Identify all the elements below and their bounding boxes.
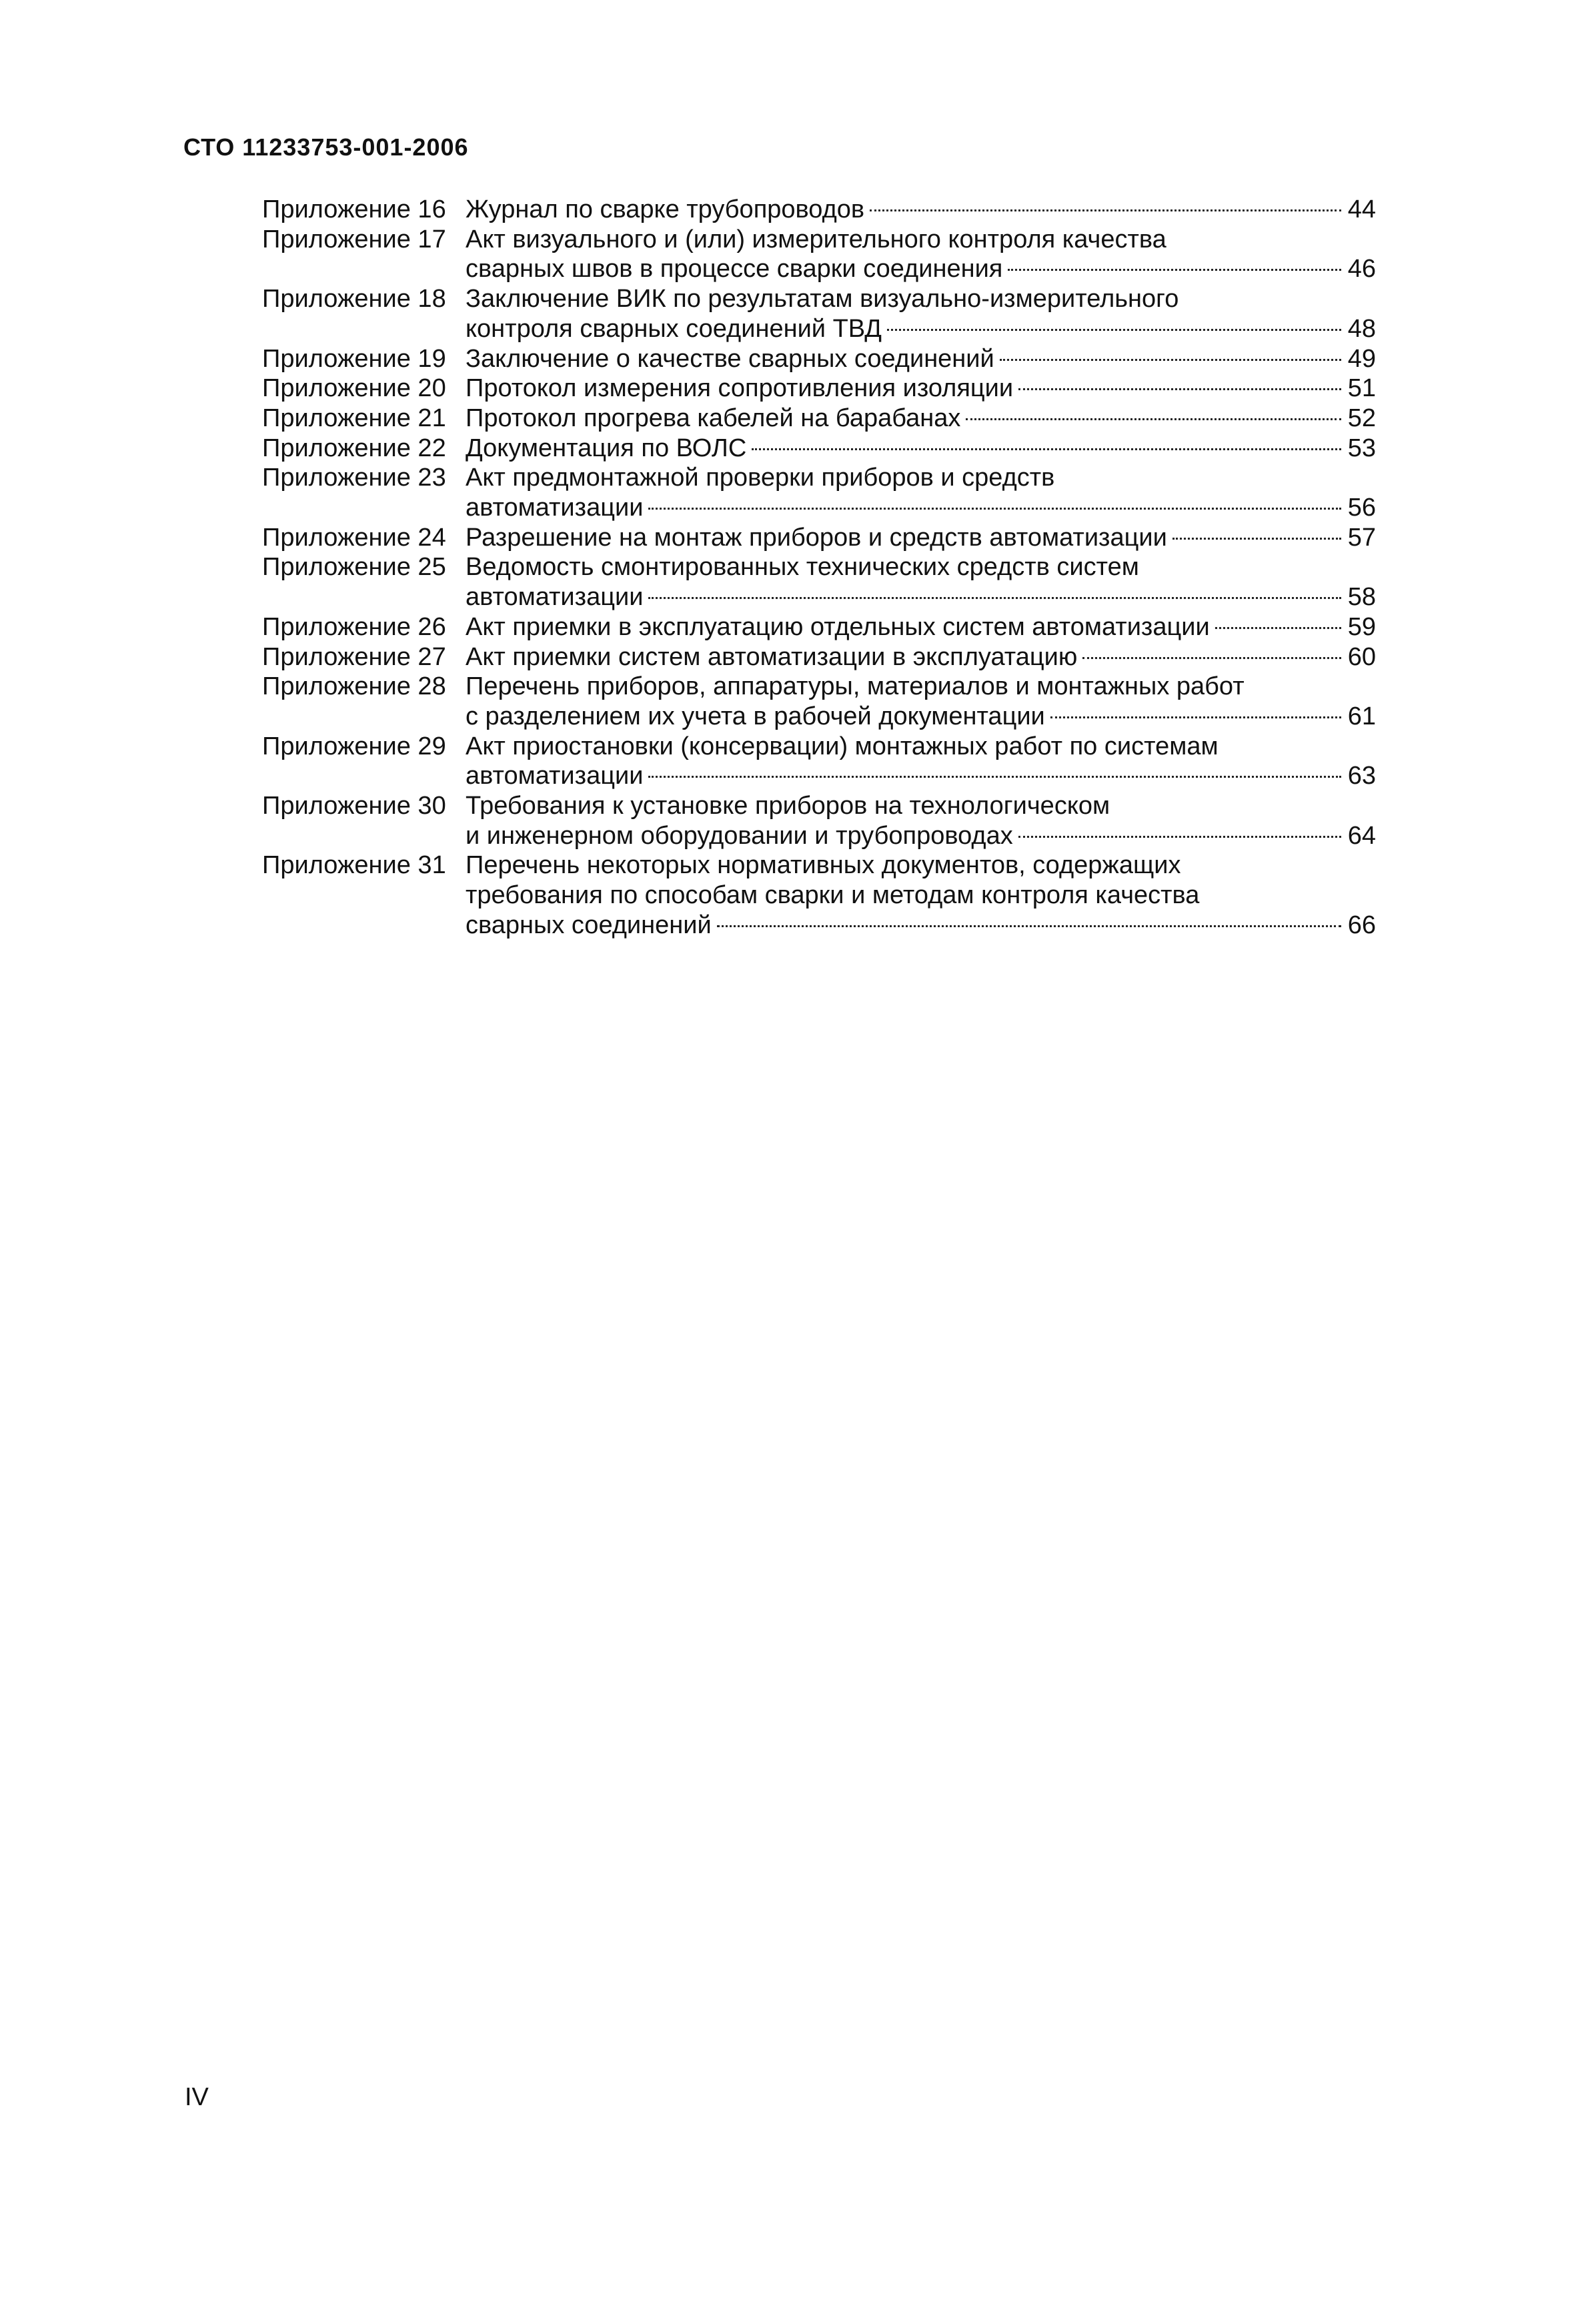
toc-entry bbox=[262, 523, 1376, 553]
toc-entry-last-line bbox=[466, 582, 1376, 612]
document-code-header: СТО 11233753-001-2006 bbox=[183, 133, 469, 161]
toc-entry-title-line: автоматизации bbox=[466, 762, 644, 790]
toc-entry-label: Приложение 20 bbox=[262, 374, 446, 403]
dot-leader bbox=[1008, 269, 1341, 271]
toc-entry-title bbox=[466, 463, 1376, 522]
toc-entry-label: Приложение 28 bbox=[262, 672, 446, 701]
toc-entry-title-line: Протокол прогрева кабелей на барабанах bbox=[466, 404, 961, 432]
dot-leader bbox=[1018, 388, 1341, 390]
toc-entry-title bbox=[466, 225, 1376, 284]
toc-entry-label: Приложение 17 bbox=[262, 225, 446, 253]
toc-entry-last-line bbox=[466, 314, 1376, 344]
toc-entry-label: Приложение 16 bbox=[262, 195, 446, 223]
toc-entry-title bbox=[466, 404, 1376, 434]
dot-leader bbox=[870, 209, 1341, 211]
toc-entry-title-line: Акт визуального и (или) измерительного контроля качества bbox=[466, 225, 1166, 253]
toc-entry-title-line: контроля сварных соединений ТВД bbox=[466, 314, 882, 343]
toc-entry-title-line: Журнал по сварке трубопроводов bbox=[466, 195, 865, 223]
dot-leader bbox=[1172, 538, 1341, 540]
toc-entry-label: Приложение 25 bbox=[262, 553, 446, 582]
toc-entry-label: Приложение 19 bbox=[262, 344, 446, 373]
toc-entry bbox=[262, 612, 1376, 642]
toc-entry-title bbox=[466, 791, 1376, 850]
toc-entry-page-number: 49 bbox=[1347, 344, 1376, 373]
toc-entry-page-number: 48 bbox=[1347, 314, 1376, 343]
toc-entry bbox=[262, 552, 1376, 612]
toc-entry-title-line: Заключение о качестве сварных соединений bbox=[466, 344, 994, 373]
toc-entry-title-line: Акт приостановки (консервации) монтажных работ по системам bbox=[466, 732, 1219, 760]
toc-entry-last-line bbox=[466, 642, 1376, 672]
toc-entry-last-line bbox=[466, 254, 1376, 284]
toc-entry-page-number: 51 bbox=[1347, 374, 1376, 403]
toc-entry-page-number: 44 bbox=[1347, 195, 1376, 223]
dot-leader bbox=[1215, 627, 1341, 629]
toc-entry bbox=[262, 642, 1376, 672]
toc-entry-page-number: 63 bbox=[1347, 762, 1376, 790]
dot-leader bbox=[1082, 657, 1341, 659]
toc-entry-last-line bbox=[466, 702, 1376, 732]
toc-entry-last-line bbox=[466, 612, 1376, 642]
toc-entry-label: Приложение 24 bbox=[262, 523, 446, 552]
toc-entry-label: Приложение 26 bbox=[262, 612, 446, 641]
toc-entry-title bbox=[466, 523, 1376, 553]
toc-entry-title bbox=[466, 344, 1376, 374]
toc-entry-title bbox=[466, 434, 1376, 464]
toc-entry bbox=[262, 791, 1376, 850]
dot-leader bbox=[648, 508, 1341, 510]
toc-entry-page-number: 59 bbox=[1347, 612, 1376, 641]
table-of-contents bbox=[262, 195, 1376, 941]
toc-entry-title bbox=[466, 850, 1376, 940]
toc-entry-title-line: Разрешение на монтаж приборов и средств автоматизации bbox=[466, 523, 1167, 552]
toc-entry bbox=[262, 672, 1376, 731]
toc-entry bbox=[262, 225, 1376, 284]
toc-entry-last-line bbox=[466, 821, 1376, 851]
toc-entry-label: Приложение 30 bbox=[262, 792, 446, 820]
toc-entry-last-line bbox=[466, 434, 1376, 464]
toc-entry-page-number: 46 bbox=[1347, 255, 1376, 283]
toc-entry-label: Приложение 18 bbox=[262, 285, 446, 314]
toc-entry bbox=[262, 374, 1376, 404]
dot-leader bbox=[1018, 836, 1341, 838]
dot-leader bbox=[966, 418, 1341, 420]
toc-entry-page-number: 61 bbox=[1347, 702, 1376, 730]
toc-entry-title-line: Ведомость смонтированных технических средств систем bbox=[466, 553, 1139, 582]
toc-entry-title-line: Документация по ВОЛС bbox=[466, 434, 747, 462]
toc-entry-title-line: требования по способам сварки и методам контроля качества bbox=[466, 881, 1200, 910]
toc-entry-title bbox=[466, 612, 1376, 642]
toc-entry bbox=[262, 195, 1376, 225]
toc-entry-title-line: Протокол измерения сопротивления изоляции bbox=[466, 374, 1014, 403]
toc-entry-last-line bbox=[466, 761, 1376, 791]
toc-entry bbox=[262, 463, 1376, 522]
dot-leader bbox=[648, 597, 1341, 599]
dot-leader bbox=[717, 925, 1341, 927]
toc-entry-title-line: и инженерном оборудовании и трубопроводах bbox=[466, 821, 1013, 850]
toc-entry-title-line: Перечень некоторых нормативных документов, содержащих bbox=[466, 851, 1181, 880]
toc-entry-title-line: сварных швов в процессе сварки соединения bbox=[466, 255, 1003, 283]
toc-entry-title-line: Акт приемки систем автоматизации в эксплуатацию bbox=[466, 642, 1078, 671]
dot-leader bbox=[752, 448, 1341, 450]
page-number: IV bbox=[185, 2083, 209, 2111]
toc-entry-label: Приложение 23 bbox=[262, 464, 446, 492]
toc-entry-title-line: с разделением их учета в рабочей документации bbox=[466, 702, 1045, 730]
toc-entry-title-line: автоматизации bbox=[466, 494, 644, 522]
dot-leader bbox=[648, 776, 1341, 778]
toc-entry-page-number: 58 bbox=[1347, 583, 1376, 612]
toc-entry-page-number: 57 bbox=[1347, 523, 1376, 552]
toc-entry-label: Приложение 29 bbox=[262, 732, 446, 760]
toc-entry-page-number: 64 bbox=[1347, 821, 1376, 850]
toc-entry-label: Приложение 31 bbox=[262, 851, 446, 880]
toc-entry bbox=[262, 404, 1376, 434]
toc-entry-title bbox=[466, 195, 1376, 225]
toc-entry-title-line: сварных соединений bbox=[466, 911, 712, 939]
toc-entry-title-line: Требования к установке приборов на технологическом bbox=[466, 792, 1110, 820]
dot-leader bbox=[1050, 716, 1341, 718]
toc-entry-label: Приложение 22 bbox=[262, 434, 446, 462]
toc-entry-label: Приложение 21 bbox=[262, 404, 446, 432]
toc-entry-title bbox=[466, 284, 1376, 344]
toc-entry-title-line: автоматизации bbox=[466, 583, 644, 612]
toc-entry-title-line: Акт приемки в эксплуатацию отдельных систем автоматизации bbox=[466, 612, 1210, 641]
toc-entry bbox=[262, 344, 1376, 374]
toc-entry bbox=[262, 284, 1376, 344]
toc-entry-page-number: 52 bbox=[1347, 404, 1376, 432]
toc-entry-title bbox=[466, 552, 1376, 612]
toc-entry-last-line bbox=[466, 374, 1376, 404]
toc-entry-title bbox=[466, 642, 1376, 672]
toc-entry-title-line: Акт предмонтажной проверки приборов и средств bbox=[466, 464, 1055, 492]
toc-entry-title bbox=[466, 374, 1376, 404]
toc-entry-last-line bbox=[466, 523, 1376, 553]
dot-leader bbox=[1000, 359, 1341, 361]
toc-entry bbox=[262, 434, 1376, 464]
toc-entry-page-number: 53 bbox=[1347, 434, 1376, 462]
toc-entry-label: Приложение 27 bbox=[262, 642, 446, 671]
dot-leader bbox=[887, 329, 1341, 331]
toc-entry bbox=[262, 732, 1376, 791]
toc-entry-title bbox=[466, 732, 1376, 791]
toc-entry-last-line bbox=[466, 195, 1376, 225]
toc-entry-last-line bbox=[466, 493, 1376, 523]
toc-entry-last-line bbox=[466, 911, 1376, 941]
toc-entry-last-line bbox=[466, 344, 1376, 374]
toc-entry-last-line bbox=[466, 404, 1376, 434]
toc-entry-title bbox=[466, 672, 1376, 731]
toc-entry-title-line: Заключение ВИК по результатам визуально-измерительного bbox=[466, 285, 1179, 314]
toc-entry-page-number: 60 bbox=[1347, 642, 1376, 671]
toc-entry-title-line: Перечень приборов, аппаратуры, материалов и монтажных работ bbox=[466, 672, 1245, 701]
toc-entry bbox=[262, 850, 1376, 940]
toc-entry-page-number: 66 bbox=[1347, 911, 1376, 939]
toc-entry-page-number: 56 bbox=[1347, 494, 1376, 522]
